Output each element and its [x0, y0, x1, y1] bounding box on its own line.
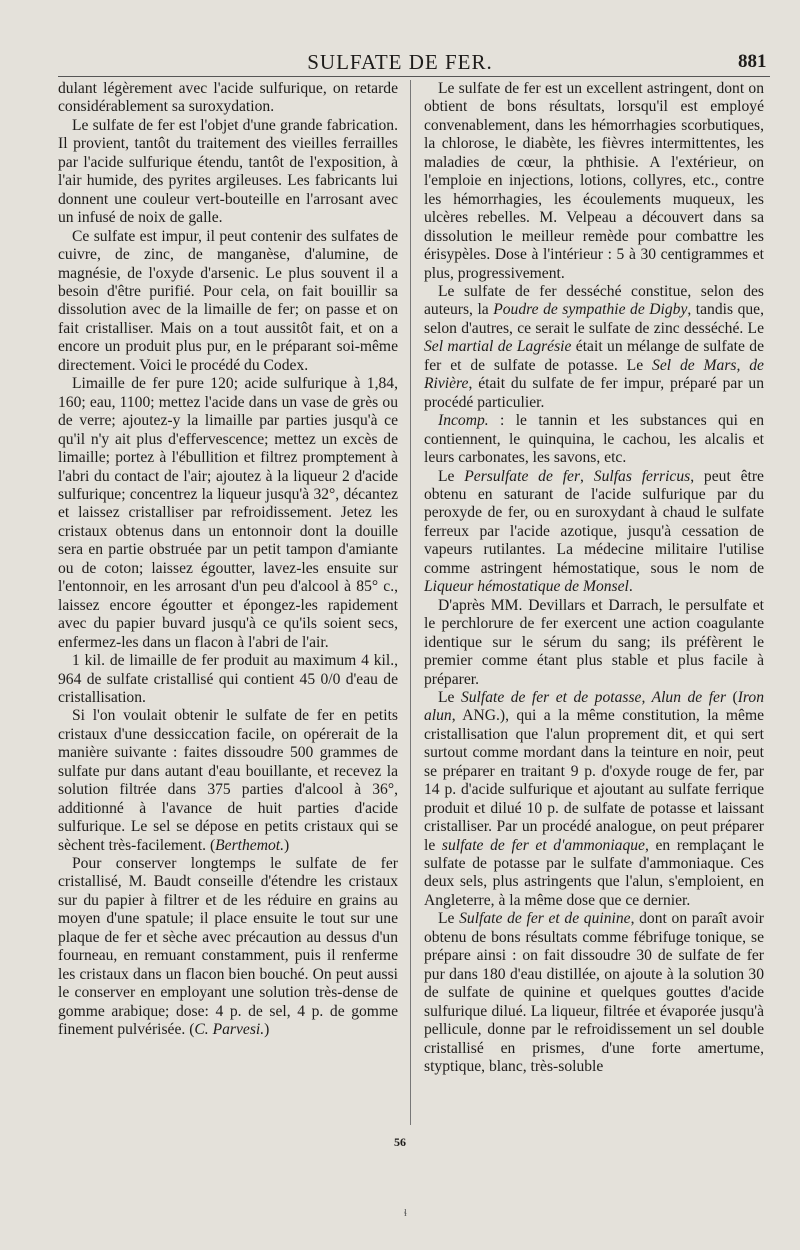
- page-number: 881: [738, 51, 767, 72]
- paragraph: [424, 689, 764, 910]
- header-rule: [58, 76, 770, 77]
- italic-text: sulfate de fer et d'ammoniaque: [441, 836, 645, 854]
- text-run: ,: [580, 467, 594, 485]
- italic-text: Sel de Mars, de Rivière: [424, 356, 764, 393]
- paragraph: [58, 375, 398, 652]
- text-run: Limaille de fer pure 120; acide sulfurique à 1,84, 160; eau, 1100; mettez l'acide dans un vase de grès ou de verre; ajoutez-y la limaille par parties jusqu'à ce qu'il n'y ait plus d'effervescence; mettez un excès de limaille; portez à l'ébullition et filtrez promptement à l'abri du contact de l'air; ajoutez à la liqueur 2 d'acide sulfurique; concentrez la liqueur jusqu'à 32°, décantez et laissez cristalliser par refroidissement. Jetez les cristaux obtenus dans un entonnoir dont la douille sera en partie obstruée par un petit tampon d'amiante ou de coton; laissez égoutter, lavez-les ensuite sur l'entonnoir, en les arrosant d'un peu d'alcool à 85° c., laissez encore égoutter et épongez-les rapidement avec du papier buvard jusqu'à ce qu'ils soient secs, enfermez-les dans un flacon à l'abri de l'air.: [58, 375, 398, 651]
- italic-text: Sulfate de fer et de potasse, Alun de fer: [460, 688, 727, 706]
- text-run: dulant légèrement avec l'acide sulfurique, on retarde considérablement sa suroxydation.: [58, 80, 398, 116]
- italic-text: Sel martial de Lagrésie: [424, 338, 572, 356]
- paragraph: [58, 117, 398, 228]
- left-column: [58, 80, 398, 1040]
- text-run: , ANG.), qui a la même constitution, la même cristallisation que l'alun proprement dit, et qui sert surtout comme mordant dans la teinture en noir, peut se préparer en traitant 9 p. d'oxyde rouge de fer, par 14 p. d'acide sulfurique et ajoutant au sulfate ferrique produit et dilué 10 p. de sulfate de potasse et laissant cristalliser. Par un procédé analogue, on peut préparer le: [424, 707, 764, 854]
- text-run: Le: [438, 910, 460, 928]
- paragraph: [424, 468, 764, 597]
- text-run: , dont on paraît avoir obtenu de bons résultats comme fébrifuge tonique, se prépare ainsi : on fait dissoudre 30 de sulfate de fer pur dans 180 d'eau distillée, on ajoute à la solution 30 de sulfate de quinine et quelques gouttes d'acide sulfurique dilué. La liqueur, filtrée et évaporée jusqu'à pellicule, donne par le refroidissement un sel double cristallisé en prismes, d'une forte amertume, styptique, blanc, très-soluble: [424, 910, 764, 1076]
- text-run: Le sulfate de fer est un excellent astringent, dont on obtient de bons résultats, lorsqu'il est employé convenablement, dans les hémorrhagies scorbutiques, la chlorose, le diabète, les fièvres intermittentes, les maladies de cœur, la phthisie. A l'extérieur, on l'emploie en injections, lotions, collyres, etc., contre les hémorrhagies, les écoulements muqueux, les ulcères rebelles. M. Velpeau a découvert dans sa dissolution le meilleur remède pour combattre les érisypèles. Dose à l'intérieur : 5 à 30 centigrammes et plus, progressivement.: [424, 80, 764, 282]
- stray-ink-mark: ɬ: [404, 1208, 407, 1219]
- text-run: (: [726, 688, 738, 706]
- text-run: Le sulfate de fer est l'objet d'une grande fabrication. Il provient, tantôt du traitement des vieilles ferrailles par l'acide sulfurique étendu, tantôt de l'exposition, à l'air humide, des pyrites argileuses. Les fabricants lui donnent une couleur vert-bouteille en l'arrosant avec un infusé de noix de galle.: [58, 116, 398, 227]
- text-run: : le tannin et les substances qui en contiennent, le quinquina, le cachou, les alcalis et leurs carbonates, les savons, etc.: [424, 412, 764, 467]
- italic-text: Incomp.: [438, 412, 489, 430]
- paragraph: [58, 707, 398, 855]
- paragraph: [58, 855, 398, 1040]
- text-run: ): [264, 1021, 270, 1039]
- paragraph: [58, 652, 398, 707]
- text-run: , en remplaçant le sulfate de potasse par le sulfate d'ammoniaque. Ces deux sels, plus astringents que l'alun, s'emploient, en Angleterre, à la même dose que ce dernier.: [424, 836, 764, 909]
- signature-mark: 56: [394, 1135, 406, 1149]
- text-run: .: [628, 578, 633, 596]
- text-run: Le sulfate de fer desséché constitue, selon des auteurs, la: [424, 282, 764, 319]
- italic-text: Liqueur hémostatique de Monsel: [424, 578, 629, 596]
- text-run: Pour conserver longtemps le sulfate de fer cristallisé, M. Baudt conseille d'étendre les cristaux sur du papier à filtrer et de les réduire en grains au moyen d'une spatule; il place ensuite le tout sur une plaque de fer et sèche avec précaution au dessus d'un fourneau, en remuant constamment, puis il renferme les cristaux dans un flacon bien bouché. On peut aussi le conserver en employant une solution très-dense de gomme arabique; dose: 4 p. de sel, 4 p. de gomme finement pulvérisée. (: [58, 855, 398, 1039]
- italic-text: Iron alun: [424, 688, 764, 725]
- right-column: [424, 80, 764, 1076]
- text-run: Le: [438, 467, 465, 485]
- paragraph: [424, 910, 764, 1076]
- paragraph: [424, 412, 764, 467]
- italic-text: Sulfas ferricus: [593, 467, 691, 485]
- paragraph: [424, 597, 764, 689]
- text-run: Ce sulfate est impur, il peut contenir des sulfates de cuivre, de zinc, de manganèse, d'alumine, de magnésie, de l'oxyde d'arsenic. Le plus souvent il a besoin d'être purifié. Pour cela, on fait bouillir sa dissolution avec de la limaille de fer; on passe et on fait cristalliser. Mais on a tout aussitôt fait, et on a encore un produit plus pur, en le préparant soi-même directement. Voici le procédé du Codex.: [58, 227, 398, 374]
- column-divider: [410, 80, 411, 1125]
- text-run: ): [284, 836, 290, 854]
- running-title: SULFATE DE FER.: [307, 50, 493, 74]
- text-run: était un mélange de sulfate de fer et de sulfate de potasse. Le: [424, 338, 764, 374]
- text-run: , tandis que, selon d'autres, ce serait le sulfate de zinc desséché. Le: [424, 301, 764, 337]
- paragraph: [424, 80, 764, 283]
- paragraph: [58, 228, 398, 376]
- paragraph: [58, 80, 398, 117]
- italic-text: Sulfate de fer et de quinine: [459, 910, 631, 928]
- text-run: Le: [438, 688, 461, 706]
- text-run: , peut être obtenu en saturant de l'acide sulfurique par du peroxyde de fer, ou en suroxydant à chaud le sulfate ferreux par l'acide azotique, jusqu'à cessation de vapeurs rutilantes. La médecine militaire l'utilise comme astringent hémostatique, sous le nom de: [424, 467, 764, 577]
- paragraph: [424, 283, 764, 412]
- text-run: , était du sulfate de fer impur, préparé par un procédé particulier.: [424, 375, 764, 411]
- italic-text: C. Parvesi.: [194, 1021, 265, 1039]
- italic-text: Persulfate de fer: [464, 467, 581, 485]
- text-run: 1 kil. de limaille de fer produit au maximum 4 kil., 964 de sulfate cristallisé qui contient 45 0/0 d'eau de cristallisation.: [58, 652, 398, 706]
- text-run: D'après MM. Devillars et Darrach, le persulfate et le perchlorure de fer exercent une action coagulante identique sur le sérum du sang; ils préfèrent le premier comme étant plus stable et plus facile à préparer.: [424, 596, 764, 688]
- italic-text: Berthemot.: [215, 836, 285, 854]
- text-run: Si l'on voulait obtenir le sulfate de fer en petits cristaux d'une dessiccation facile, on opérerait de la manière suivante : faites dissoudre 500 grammes de sulfate pur dans autant d'eau bouillante, et recevez la solution filtrée dans 375 parties d'alcool à 36°, additionné à l'avance de huit parties d'acide sulfurique. Le sel se dépose en petits cristaux qui se sèchent très-facilement. (: [58, 707, 398, 854]
- italic-text: Poudre de sympathie de Digby: [493, 301, 688, 319]
